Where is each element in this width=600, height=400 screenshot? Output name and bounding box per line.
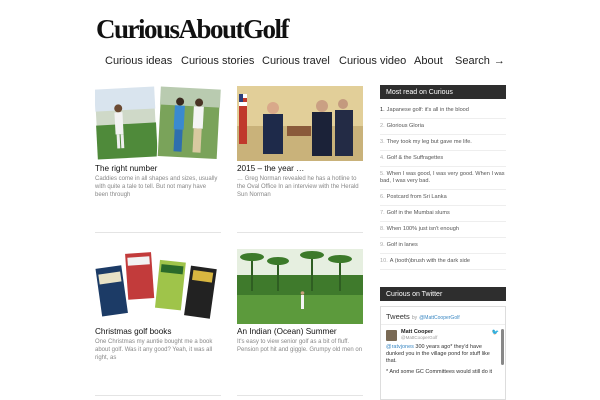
list-label: When 100% just isn't enough	[386, 226, 459, 232]
list-label: Postcard from Sri Lanka	[386, 194, 447, 200]
tweet-author-name[interactable]: Matt Cooper	[401, 329, 434, 335]
avatar[interactable]	[386, 330, 397, 341]
list-label: They took my leg but gave me life.	[386, 139, 472, 145]
post-card	[95, 249, 221, 362]
nav-about[interactable]: About	[414, 55, 443, 67]
list-item[interactable]	[380, 238, 506, 254]
twitter-heading: Curious on Twitter	[380, 287, 506, 301]
list-label: Golf & the Suffragettes	[386, 155, 444, 161]
list-number: 2.	[380, 123, 385, 129]
list-item[interactable]	[380, 190, 506, 206]
golf-books-image	[95, 249, 221, 324]
list-number: 5.	[380, 171, 385, 177]
list-number: 1.	[380, 107, 385, 113]
list-number: 3.	[380, 139, 385, 145]
post-thumbnail[interactable]	[237, 86, 363, 161]
list-item[interactable]	[380, 254, 506, 270]
list-item[interactable]	[380, 167, 506, 190]
nav-curious-video[interactable]: Curious video	[339, 55, 407, 67]
tweet-text-continued: * And some GC Committees would still do it	[386, 369, 493, 375]
post-excerpt: It's easy to view senior golf as a bit of fluff. Pension pot hit and giggle. Grumpy old men on	[237, 339, 363, 353]
twitter-widget	[380, 287, 506, 301]
list-number: 7.	[380, 210, 385, 216]
post-card	[237, 249, 363, 354]
post-title[interactable]: An Indian (Ocean) Summer	[237, 327, 337, 336]
list-number: 4.	[380, 155, 385, 161]
twitter-timeline[interactable]	[380, 306, 506, 400]
nav-curious-ideas[interactable]: Curious ideas	[105, 55, 173, 67]
list-item[interactable]	[380, 119, 506, 135]
palm-course-image	[237, 249, 363, 324]
list-number: 9.	[380, 242, 385, 248]
list-label: Golf in the Mumbai slums	[386, 210, 450, 216]
post-card	[237, 86, 363, 199]
caddie-photo-image	[95, 86, 221, 161]
timeline-scrollbar[interactable]	[501, 329, 504, 365]
list-label: Glorious Gloria	[386, 123, 424, 129]
post-divider	[95, 395, 221, 396]
post-thumbnail[interactable]	[237, 249, 363, 324]
nav-curious-stories[interactable]: Curious stories	[181, 55, 255, 67]
timeline-by: by	[411, 315, 418, 321]
list-label: When I was good, I was very good. When I was bad, I was very bad.	[380, 171, 505, 184]
timeline-title: Tweets	[386, 312, 410, 321]
post-divider	[95, 232, 221, 233]
list-item[interactable]	[380, 151, 506, 167]
tweet-mention-link[interactable]: @ratvjones	[386, 344, 414, 350]
post-divider	[237, 232, 363, 233]
post-card	[95, 86, 221, 199]
list-label: A (tooth)brush with the dark side	[389, 258, 470, 264]
nav-search-label: Search	[455, 55, 490, 67]
twitter-bird-icon[interactable]: 🐦	[491, 330, 499, 336]
list-item[interactable]	[380, 222, 506, 238]
timeline-header	[381, 307, 505, 325]
post-title[interactable]: Christmas golf books	[95, 327, 172, 336]
post-title[interactable]: 2015 – the year …	[237, 164, 305, 173]
post-excerpt: Caddies come in all shapes and sizes, usually with quite a tale to tell. But not many have been through	[95, 176, 218, 198]
list-number: 6.	[380, 194, 385, 200]
tweet-author-handle[interactable]: @MattCooperGolf	[401, 335, 438, 340]
list-label: Japanese golf: it's all in the blood	[386, 107, 469, 113]
post-thumbnail[interactable]	[95, 86, 221, 161]
site-logo[interactable]: CuriousAboutGolf	[96, 14, 289, 44]
post-divider	[237, 395, 363, 396]
most-read-list	[380, 103, 506, 270]
list-item[interactable]	[380, 206, 506, 222]
post-excerpt: … Greg Norman revealed he has a hotline to the Oval Office In an interview with the Herald Sun Norman	[237, 176, 359, 198]
tweet-text	[386, 344, 500, 365]
timeline-handle-link[interactable]: @MattCooperGolf	[419, 315, 460, 321]
tweet[interactable]	[381, 325, 505, 376]
nav-curious-travel[interactable]: Curious travel	[262, 55, 330, 67]
list-number: 8.	[380, 226, 385, 232]
list-label: Golf in lanes	[386, 242, 418, 248]
most-read-heading: Most read on Curious	[380, 85, 506, 99]
post-thumbnail[interactable]	[95, 249, 221, 324]
list-number: 10.	[380, 258, 388, 264]
tweet-text-body: 300 years ago* they'd have dunked you in the village pond for stuff like that.	[386, 344, 490, 364]
main-nav	[98, 55, 520, 71]
post-excerpt: One Christmas my auntie bought me a book about golf. Was it any good? Yeah, it was all right, as	[95, 339, 213, 361]
nav-search[interactable]	[455, 55, 505, 67]
list-item[interactable]	[380, 103, 506, 119]
arrow-right-icon: →	[493, 55, 505, 67]
most-read-widget	[380, 85, 506, 270]
oval-office-photo-image	[237, 86, 363, 161]
list-item[interactable]	[380, 135, 506, 151]
post-title[interactable]: The right number	[95, 164, 158, 173]
